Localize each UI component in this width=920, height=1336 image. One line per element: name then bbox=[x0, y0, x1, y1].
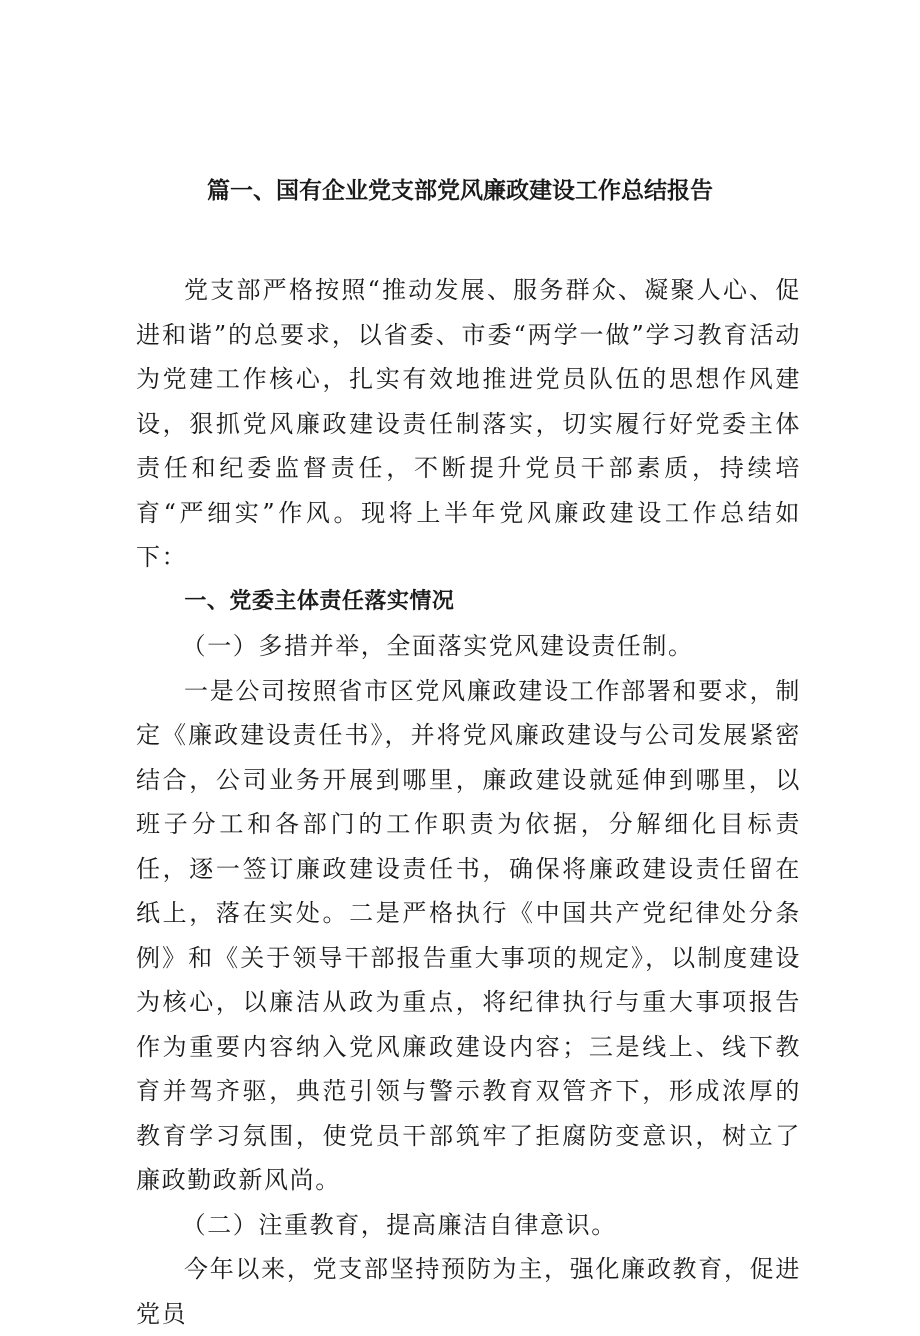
subsection-body-1: 一是公司按照省市区党风廉政建设工作部署和要求，制定《廉政建设责任书》，并将党风廉政建设与公司发展紧密结合，公司业务开展到哪里，廉政建设就延伸到哪里，以班子分工和各部门的工作职责为依据，分解细化目标责任，逐一签订廉政建设责任书，确保将廉政建设责任留在纸上，落在实处。二是严格执行《中国共产党纪律处分条例》和《关于领导干部报告重大事项的规定》，以制度建设为核心，以廉洁从政为重点，将纪律执行与重大事项报告作为重要内容纳入党风廉政建设内容；三是线上、线下教育并驾齐驱，典范引领与警示教育双管齐下，形成浓厚的教育学习氛围，使党员干部筑牢了拒腐防变意识，树立了廉政勤政新风尚。 bbox=[136, 676, 801, 1194]
section-heading-1: 一、党委主体责任落实情况 bbox=[184, 588, 455, 614]
document-title: 篇一、国有企业党支部党风廉政建设工作总结报告 bbox=[207, 178, 713, 204]
intro-paragraph: 党支部严格按照“推动发展、服务群众、凝聚人心、促进和谐”的总要求，以省委、市委“两学一做”学习教育活动为党建工作核心，扎实有效地推进党员队伍的思想作风建设，狠抓党风廉政建设责任制落实，切实履行好党委主体责任和纪委监督责任，不断提升党员干部素质，持续培育“严细实”作风。现将上半年党风廉政建设工作总结如下： bbox=[136, 276, 801, 571]
subsection-heading-1: （一）多措并举，全面落实党风建设责任制。 bbox=[181, 632, 694, 660]
subsection-heading-2: （二）注重教育，提高廉洁自律意识。 bbox=[181, 1210, 617, 1239]
subsection-body-2: 今年以来，党支部坚持预防为主，强化廉政教育，促进党员 bbox=[136, 1255, 801, 1328]
document-body bbox=[136, 268, 801, 1336]
